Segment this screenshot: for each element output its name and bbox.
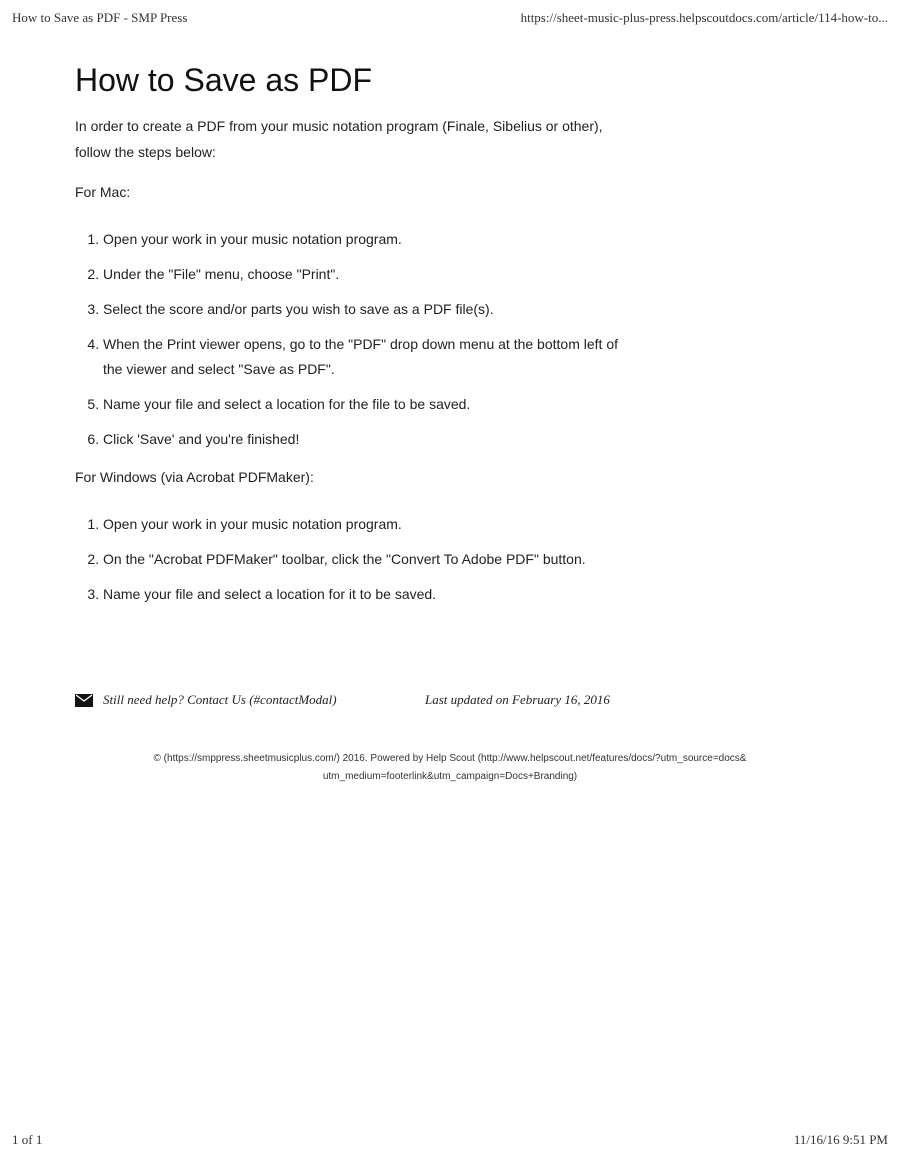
list-item: 2. Under the "File" menu, choose "Print". — [103, 262, 635, 287]
copyright-line-2: utm_medium=footerlink&utm_campaign=Docs+Branding) — [322, 771, 578, 782]
print-timestamp: 11/16/16 9:51 PM — [793, 1132, 888, 1147]
contact-us-link[interactable]: Still need help? Contact Us (#contactModal) — [103, 692, 337, 707]
list-item: 6. Click 'Save' and you're finished! — [103, 427, 635, 452]
mac-section-label: For Mac: — [75, 184, 131, 200]
article-intro: In order to create a PDF from your music notation program (Finale, Sibelius or other), follow the steps below: — [75, 118, 603, 160]
print-page-title: How to Save as PDF - SMP Press — [12, 10, 188, 25]
page-count: 1 of 1 — [12, 1132, 43, 1147]
list-item: 1. Open your work in your music notation program. — [103, 512, 635, 537]
list-item: 4. When the Print viewer opens, go to the "PDF" drop down menu at the bottom left of the viewer and select "Save as PDF". — [103, 332, 635, 382]
list-item: 2. On the "Acrobat PDFMaker" toolbar, click the "Convert To Adobe PDF" button. — [103, 547, 635, 572]
envelope-icon — [75, 694, 93, 707]
mac-steps-list — [75, 227, 635, 452]
print-url: https://sheet-music-plus-press.helpscoutdocs.com/article/114-how-to... — [520, 10, 888, 25]
list-item: 3. Select the score and/or parts you wish to save as a PDF file(s). — [103, 297, 635, 322]
copyright — [80, 750, 820, 786]
windows-section-label: For Windows (via Acrobat PDFMaker): — [75, 469, 314, 485]
list-item: 1. Open your work in your music notation program. — [103, 227, 635, 252]
last-updated: Last updated on February 16, 2016 — [425, 692, 610, 707]
article — [75, 62, 635, 619]
windows-steps-list — [75, 512, 635, 607]
copyright-line-1: © (https://smppress.sheetmusicplus.com/) 2016. Powered by Help Scout (http://www.helpscout.net/features/docs/?utm_source=docs& — [153, 753, 747, 764]
article-title: How to Save as PDF — [75, 62, 372, 98]
list-item: 5. Name your file and select a location for the file to be saved. — [103, 392, 635, 417]
list-item: 3. Name your file and select a location for it to be saved. — [103, 582, 635, 607]
help-row — [75, 692, 695, 714]
